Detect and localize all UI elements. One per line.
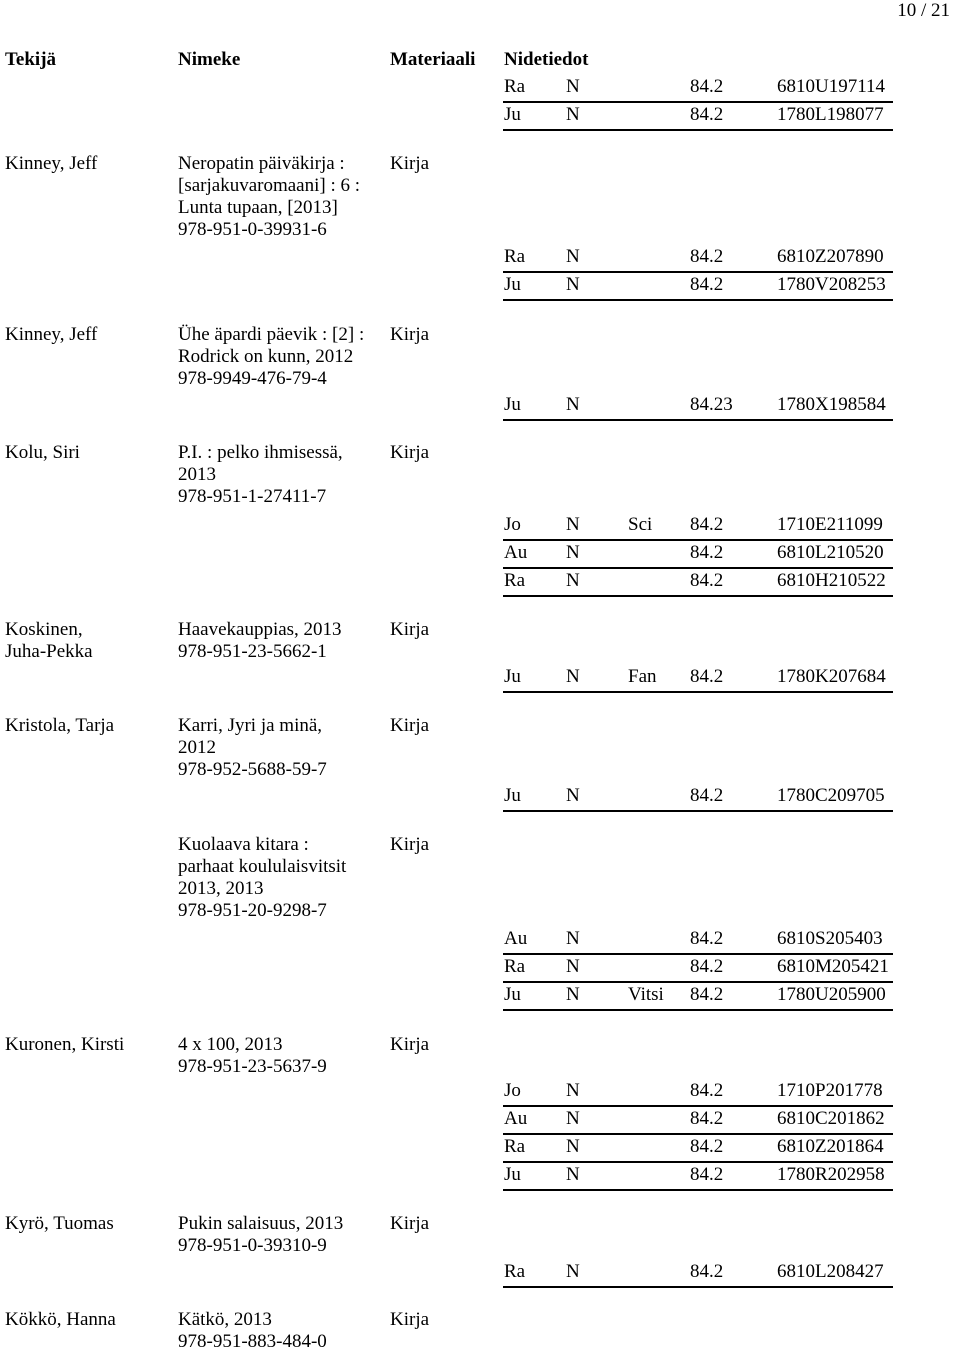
holding-divider bbox=[503, 1133, 893, 1135]
holding-divider bbox=[503, 539, 893, 541]
holding-id: 1780U205900 bbox=[777, 984, 886, 1005]
holding-divider bbox=[503, 101, 893, 103]
record-title: Karri, Jyri ja minä, bbox=[178, 715, 323, 736]
holding-class: 84.2 bbox=[690, 1136, 724, 1157]
holding-status: N bbox=[566, 928, 580, 949]
holding-class: 84.2 bbox=[690, 1080, 724, 1101]
record-title: 978-951-23-5637-9 bbox=[178, 1056, 327, 1077]
record-title: 978-952-5688-59-7 bbox=[178, 759, 327, 780]
record-title: 2013 bbox=[178, 464, 216, 485]
holding-location: Jo bbox=[504, 1080, 521, 1101]
header-author: Tekijä bbox=[5, 49, 57, 70]
record-title: Kätkö, 2013 bbox=[178, 1309, 272, 1330]
holding-status: N bbox=[566, 394, 580, 415]
page-number: 10 / 21 bbox=[897, 0, 950, 21]
holding-id: 1780K207684 bbox=[777, 666, 886, 687]
holding-class: 84.2 bbox=[690, 76, 724, 97]
record-title: Haavekauppias, 2013 bbox=[178, 619, 342, 640]
record-author: Kolu, Siri bbox=[5, 442, 80, 463]
holding-id: 6810Z201864 bbox=[777, 1136, 884, 1157]
holding-location: Ju bbox=[504, 104, 521, 125]
holding-location: Au bbox=[504, 1108, 528, 1129]
holding-divider bbox=[503, 810, 893, 812]
holding-class: 84.2 bbox=[690, 984, 724, 1005]
holding-status: N bbox=[566, 514, 580, 535]
holding-class: 84.2 bbox=[690, 246, 724, 267]
holding-id: 6810U197114 bbox=[777, 76, 886, 97]
holding-location: Ra bbox=[504, 570, 526, 591]
holding-location: Ra bbox=[504, 956, 526, 977]
holding-id: 1710P201778 bbox=[777, 1080, 883, 1101]
holding-divider bbox=[503, 567, 893, 569]
holding-class: 84.2 bbox=[690, 1108, 724, 1129]
record-title: P.I. : pelko ihmisessä, bbox=[178, 442, 343, 463]
holding-location: Ra bbox=[504, 76, 526, 97]
record-material: Kirja bbox=[390, 715, 430, 736]
record-author: Kyrö, Tuomas bbox=[5, 1213, 114, 1234]
record-title: 978-951-0-39310-9 bbox=[178, 1235, 327, 1256]
record-author: Kinney, Jeff bbox=[5, 324, 98, 345]
holding-location: Au bbox=[504, 542, 528, 563]
holding-divider bbox=[503, 129, 893, 131]
holding-status: N bbox=[566, 76, 580, 97]
holding-divider bbox=[503, 419, 893, 421]
record-title: 978-9949-476-79-4 bbox=[178, 368, 327, 389]
holding-class: 84.2 bbox=[690, 104, 724, 125]
holding-divider bbox=[503, 1189, 893, 1191]
holding-class: 84.2 bbox=[690, 542, 724, 563]
holding-id: 6810M205421 bbox=[777, 956, 889, 977]
record-author: Kuronen, Kirsti bbox=[5, 1034, 125, 1055]
holding-id: 6810Z207890 bbox=[777, 246, 884, 267]
record-title: 2012 bbox=[178, 737, 216, 758]
holding-status: N bbox=[566, 246, 580, 267]
holding-class: 84.23 bbox=[690, 394, 733, 415]
holding-id: 6810C201862 bbox=[777, 1108, 885, 1129]
record-title: 978-951-883-484-0 bbox=[178, 1331, 327, 1352]
holding-location: Ju bbox=[504, 666, 521, 687]
holding-id: 1780V208253 bbox=[777, 274, 886, 295]
record-title: Ühe äpardi päevik : [2] : bbox=[178, 324, 365, 345]
holding-location: Ju bbox=[504, 984, 521, 1005]
holding-id: 1780X198584 bbox=[777, 394, 886, 415]
record-title: 978-951-1-27411-7 bbox=[178, 486, 327, 507]
holding-location: Ju bbox=[504, 274, 521, 295]
record-title: 2013, 2013 bbox=[178, 878, 264, 899]
record-title: Rodrick on kunn, 2012 bbox=[178, 346, 354, 367]
holding-status: N bbox=[566, 956, 580, 977]
holding-status: N bbox=[566, 104, 580, 125]
holding-class: 84.2 bbox=[690, 570, 724, 591]
holding-divider bbox=[503, 981, 893, 983]
holding-status: N bbox=[566, 1261, 580, 1282]
holding-status: N bbox=[566, 1164, 580, 1185]
holding-status: N bbox=[566, 785, 580, 806]
holding-id: 6810S205403 bbox=[777, 928, 883, 949]
record-material: Kirja bbox=[390, 1213, 430, 1234]
holding-status: N bbox=[566, 1136, 580, 1157]
record-author: Kinney, Jeff bbox=[5, 153, 98, 174]
holding-status: N bbox=[566, 666, 580, 687]
holding-location: Jo bbox=[504, 514, 521, 535]
holding-shelf: Sci bbox=[628, 514, 653, 535]
record-title: 978-951-0-39931-6 bbox=[178, 219, 327, 240]
holding-shelf: Vitsi bbox=[628, 984, 664, 1005]
holding-location: Ju bbox=[504, 785, 521, 806]
holding-class: 84.2 bbox=[690, 928, 724, 949]
holding-status: N bbox=[566, 1108, 580, 1129]
record-material: Kirja bbox=[390, 324, 430, 345]
holding-location: Ju bbox=[504, 1164, 521, 1185]
record-material: Kirja bbox=[390, 1309, 430, 1330]
holding-divider bbox=[503, 299, 893, 301]
record-material: Kirja bbox=[390, 834, 430, 855]
record-material: Kirja bbox=[390, 1034, 430, 1055]
holding-divider bbox=[503, 953, 893, 955]
holding-class: 84.2 bbox=[690, 1261, 724, 1282]
header-holdings: Nidetiedot bbox=[504, 49, 589, 70]
holding-class: 84.2 bbox=[690, 514, 724, 535]
holding-class: 84.2 bbox=[690, 1164, 724, 1185]
record-title: Lunta tupaan, [2013] bbox=[178, 197, 338, 218]
holding-location: Ra bbox=[504, 246, 526, 267]
holding-shelf: Fan bbox=[628, 666, 657, 687]
record-title: Pukin salaisuus, 2013 bbox=[178, 1213, 344, 1234]
holding-class: 84.2 bbox=[690, 274, 724, 295]
holding-id: 1780L198077 bbox=[777, 104, 884, 125]
record-title: 4 x 100, 2013 bbox=[178, 1034, 283, 1055]
holding-status: N bbox=[566, 542, 580, 563]
holding-class: 84.2 bbox=[690, 666, 724, 687]
holding-id: 1780C209705 bbox=[777, 785, 885, 806]
holding-divider bbox=[503, 1105, 893, 1107]
holding-divider bbox=[503, 1009, 893, 1011]
holding-id: 6810L210520 bbox=[777, 542, 884, 563]
holding-status: N bbox=[566, 1080, 580, 1101]
record-author: Kökkö, Hanna bbox=[5, 1309, 116, 1330]
holding-location: Ju bbox=[504, 394, 521, 415]
holding-class: 84.2 bbox=[690, 785, 724, 806]
record-title: parhaat koululaisvitsit bbox=[178, 856, 347, 877]
holding-divider bbox=[503, 1286, 893, 1288]
record-title: 978-951-23-5662-1 bbox=[178, 641, 327, 662]
holding-divider bbox=[503, 595, 893, 597]
holding-id: 6810L208427 bbox=[777, 1261, 884, 1282]
holding-location: Au bbox=[504, 928, 528, 949]
record-title: Kuolaava kitara : bbox=[178, 834, 309, 855]
holding-status: N bbox=[566, 274, 580, 295]
holding-id: 1780R202958 bbox=[777, 1164, 885, 1185]
holding-divider bbox=[503, 691, 893, 693]
holding-id: 1710E211099 bbox=[777, 514, 883, 535]
holding-id: 6810H210522 bbox=[777, 570, 886, 591]
record-title: 978-951-20-9298-7 bbox=[178, 900, 327, 921]
record-material: Kirja bbox=[390, 153, 430, 174]
record-material: Kirja bbox=[390, 442, 430, 463]
holding-location: Ra bbox=[504, 1136, 526, 1157]
header-material: Materiaali bbox=[390, 49, 476, 70]
holding-status: N bbox=[566, 570, 580, 591]
holding-divider bbox=[503, 271, 893, 273]
record-material: Kirja bbox=[390, 619, 430, 640]
holding-class: 84.2 bbox=[690, 956, 724, 977]
holding-status: N bbox=[566, 984, 580, 1005]
record-title: [sarjakuvaromaani] : 6 : bbox=[178, 175, 361, 196]
record-author: Koskinen, bbox=[5, 619, 83, 640]
holding-location: Ra bbox=[504, 1261, 526, 1282]
record-author: Kristola, Tarja bbox=[5, 715, 115, 736]
record-author: Juha-Pekka bbox=[5, 641, 93, 662]
record-title: Neropatin päiväkirja : bbox=[178, 153, 345, 174]
holding-divider bbox=[503, 1161, 893, 1163]
header-title: Nimeke bbox=[178, 49, 241, 70]
